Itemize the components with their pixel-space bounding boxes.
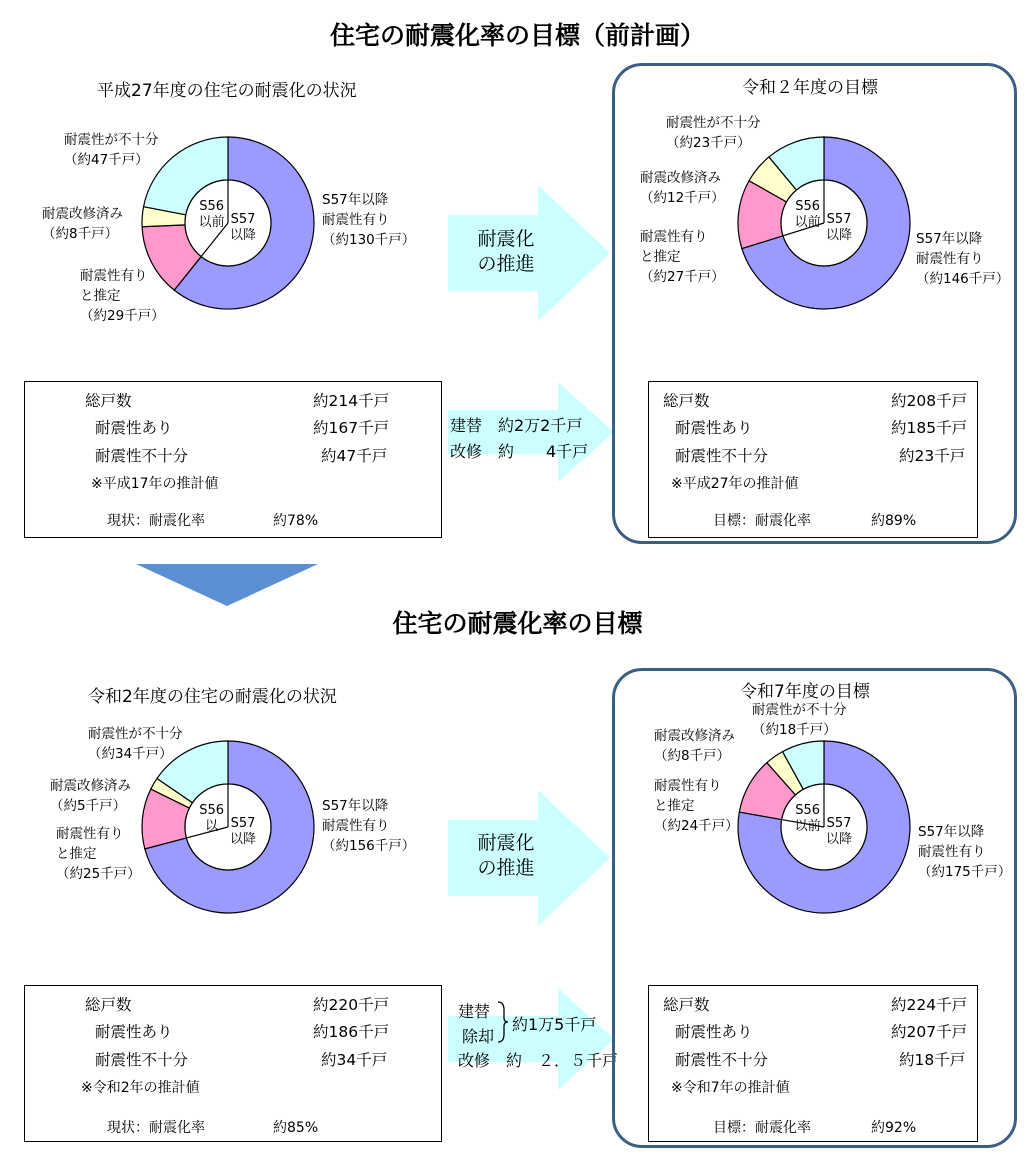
donut-inner-s56: S56 以 — [199, 803, 225, 835]
total-value: 約208千戸 — [891, 392, 968, 410]
top-title: 住宅の耐震化率の目標（前計画） — [329, 21, 705, 50]
ok-value: 約185千戸 — [891, 419, 968, 437]
top-right-subtitle: 令和２年度の目標 — [742, 78, 878, 98]
ng-value: 約23千戸 — [899, 447, 966, 465]
bottom-left-label-estimated: 耐震性有り と推定 （約25千戸） — [56, 826, 141, 882]
bottom-left-label-retrofit: 耐震改修済み （約5千戸） — [50, 778, 131, 814]
top-left-label-retrofit: 耐震改修済み （約8千戸） — [42, 206, 123, 242]
total-label: 総戸数 — [663, 392, 710, 410]
top-left-label-insufficient: 耐震性が不十分 （約47千戸） — [64, 132, 159, 168]
top-left-label-s57: S57年以降 耐震性有り （約130千戸） — [322, 192, 416, 248]
rate-label: 現状：耐震化率 — [107, 513, 205, 529]
ng-label: 耐震性不十分 — [675, 447, 769, 465]
bottom-right-label-retrofit: 耐震改修済み （約8千戸） — [654, 728, 735, 764]
ng-value: 約18千戸 — [899, 1051, 966, 1069]
bottom-title: 住宅の耐震化率の目標 — [392, 609, 643, 638]
rate-value: 約92% — [871, 1120, 917, 1136]
bottom-work-brace — [496, 1000, 510, 1044]
top-right-table — [648, 381, 978, 538]
bottom-left-label-s57: S57年以降 耐震性有り （約156千戸） — [322, 798, 416, 854]
bottom-left-label-insufficient: 耐震性が不十分 （約34千戸） — [88, 726, 183, 762]
bottom-work-remove: 除却 — [462, 1027, 495, 1046]
top-left-table — [24, 381, 442, 538]
ok-label: 耐震性あり — [675, 419, 753, 437]
bottom-arrow-text: 耐震化 の推進 — [477, 832, 535, 879]
donut-inner-s57: S57 以降 — [230, 212, 257, 243]
top-right-label-retrofit: 耐震改修済み （約12千戸） — [640, 170, 725, 206]
donut-inner-s56: S56 以前 — [794, 803, 821, 835]
top-right-label-s57: S57年以降 耐震性有り （約146千戸） — [916, 231, 1010, 287]
bottom-right-table — [648, 985, 978, 1142]
bottom-right-subtitle: 令和7年度の目標 — [740, 682, 870, 702]
bottom-right-label-insufficient: 耐震性が不十分 （約18千戸） — [752, 702, 847, 738]
estimate-note: ※平成27年の推計値 — [671, 476, 799, 492]
bottom-left-subtitle: 令和2年度の住宅の耐震化の状況 — [88, 687, 337, 707]
bottom-right-donut — [736, 739, 912, 915]
rate-label: 目標：耐震化率 — [713, 513, 811, 529]
bottom-work-brace-value: 約1万5千戸 — [512, 1015, 597, 1034]
rate-label: 目標：耐震化率 — [713, 1120, 811, 1136]
bottom-left-donut — [140, 739, 316, 915]
estimate-note: ※令和2年の推計値 — [81, 1080, 200, 1096]
total-label: 総戸数 — [663, 996, 710, 1014]
donut-inner-s57: S57 以降 — [826, 212, 853, 243]
ok-label: 耐震性あり — [675, 1023, 753, 1041]
ok-label: 耐震性あり — [95, 419, 173, 437]
top-arrow-text: 耐震化 の推進 — [477, 228, 535, 275]
estimate-note: ※平成17年の推計値 — [91, 476, 219, 492]
ng-value: 約34千戸 — [321, 1051, 388, 1069]
top-left-subtitle: 平成27年度の住宅の耐震化の状況 — [97, 81, 357, 101]
rate-value: 約78% — [273, 513, 319, 529]
ok-label: 耐震性あり — [95, 1023, 173, 1041]
ok-value: 約207千戸 — [891, 1023, 968, 1041]
ng-label: 耐震性不十分 — [675, 1051, 769, 1069]
total-label: 総戸数 — [85, 392, 132, 410]
total-label: 総戸数 — [85, 996, 132, 1014]
bottom-work-rebuild: 建替 — [458, 1002, 491, 1021]
ok-value: 約186千戸 — [313, 1023, 390, 1041]
rate-value: 約89% — [871, 513, 917, 529]
top-left-donut — [140, 135, 316, 311]
total-value: 約220千戸 — [313, 996, 390, 1014]
top-work-line2: 改修 約 4千戸 — [450, 442, 589, 461]
total-value: 約224千戸 — [891, 996, 968, 1014]
rate-value: 約85% — [273, 1120, 319, 1136]
top-right-label-insufficient: 耐震性が不十分 （約23千戸） — [666, 115, 761, 151]
bottom-work-line2: 改修 約 ２．５千戸 — [458, 1051, 619, 1070]
top-left-label-estimated: 耐震性有り と推定 （約29千戸） — [80, 268, 165, 324]
estimate-note: ※令和7年の推計値 — [671, 1080, 790, 1096]
top-right-label-estimated: 耐震性有り と推定 （約27千戸） — [640, 229, 725, 285]
donut-inner-s56: S56 以前 — [794, 199, 821, 231]
top-work-line1: 建替 約2万2千戸 — [450, 416, 583, 435]
top-right-donut — [736, 135, 912, 311]
ng-label: 耐震性不十分 — [95, 447, 189, 465]
ng-label: 耐震性不十分 — [95, 1051, 189, 1069]
donut-inner-s56: S56 以前 — [198, 199, 225, 231]
ng-value: 約47千戸 — [321, 447, 388, 465]
donut-inner-s57: S57 以降 — [826, 816, 853, 847]
ok-value: 約167千戸 — [313, 419, 390, 437]
bottom-left-table — [24, 985, 442, 1142]
donut-inner-s57: S57 以降 — [230, 816, 257, 847]
total-value: 約214千戸 — [313, 392, 390, 410]
bottom-right-label-s57: S57年以降 耐震性有り （約175千戸） — [918, 824, 1012, 880]
down-arrow — [136, 564, 318, 608]
rate-label: 現状：耐震化率 — [107, 1120, 205, 1136]
bottom-right-label-estimated: 耐震性有り と推定 （約24千戸） — [654, 778, 739, 834]
